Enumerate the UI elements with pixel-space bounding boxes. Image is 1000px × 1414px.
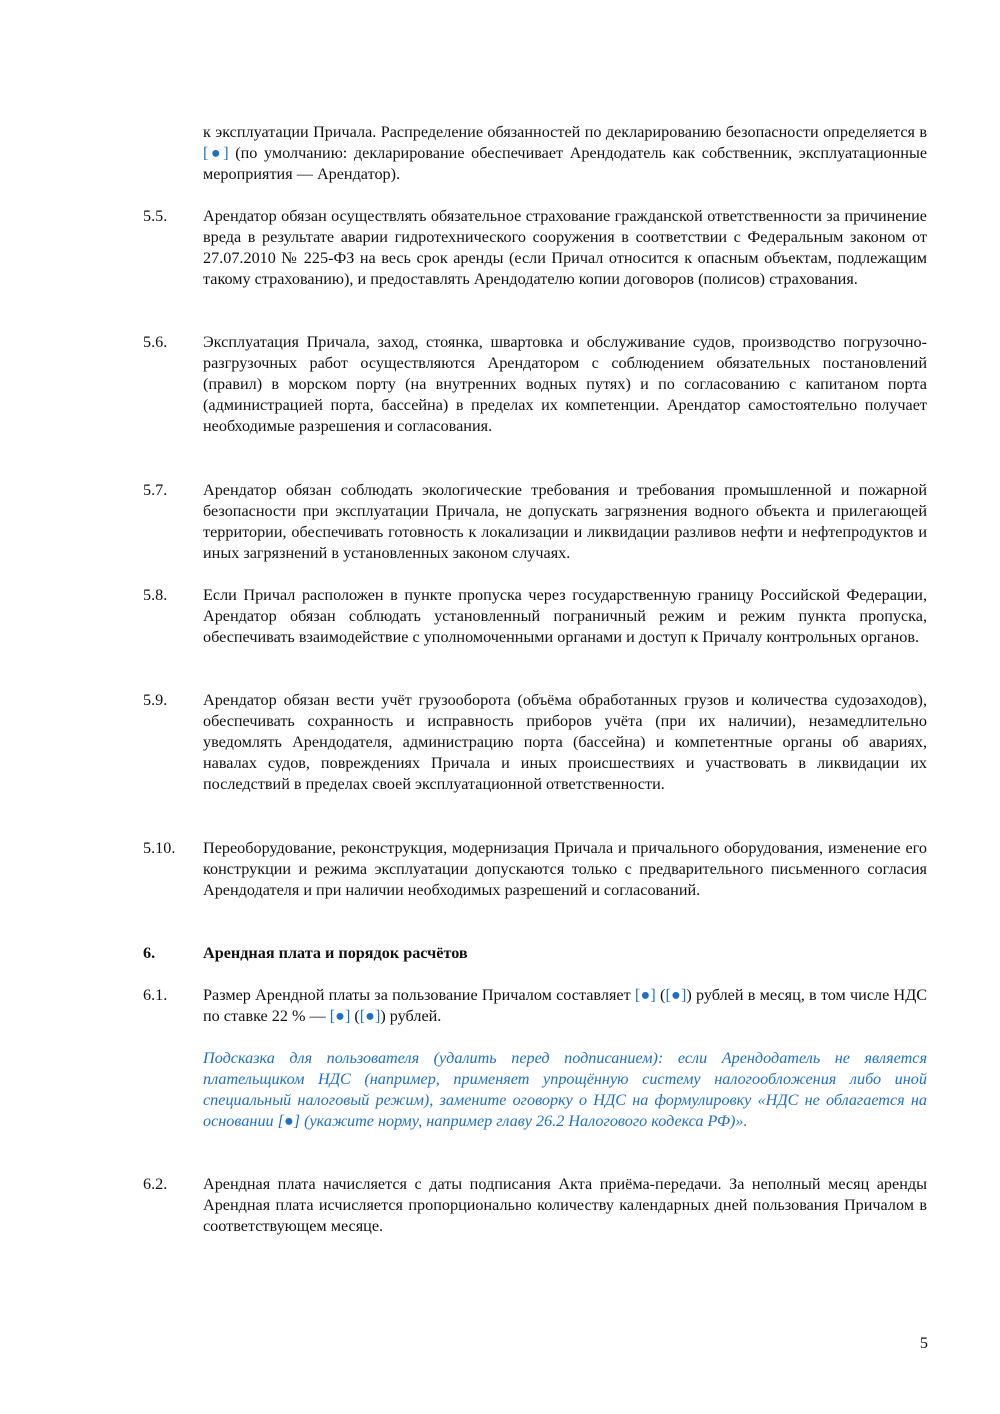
clause-number: 6.2. [143,1175,168,1193]
clause-text-part: ( [350,1007,360,1025]
clause-number: 6.1. [143,986,168,1004]
clause-text: Если Причал расположен в пункте пропуска через государственную границу Российской Федерации, Арендатор обязан соблюдать установленный пограничный режим и режим пункта пропуска, обеспечивать взаимодействие с уполномоченными органами и доступ к Причалу контрольных органов. [203,586,927,646]
continuation-paragraph [203,122,927,185]
clause-number: 5.9. [143,691,168,709]
clause-number: 5.10. [143,839,176,857]
clause-text-part: ) рублей. [380,1007,442,1025]
placeholder-marker[interactable]: [●] [359,1007,381,1025]
placeholder-marker[interactable]: [●] [203,144,229,162]
clause-text: Эксплуатация Причала, заход, стоянка, швартовка и обслуживание судов, производство погрузочно-разгрузочных работ осуществляются Арендатором с соблюдением обязательных постановлений (правил) в морском порту (на внутренних водных путях) и по согласованию с капитаном порта (администрацией порта, бассейна) в пределах их компетенции. Арендатор самостоятельно получает необходимые разрешения и согласования. [203,333,927,435]
clause-text: Арендатор обязан соблюдать экологические требования и требования промышленной и пожарной безопасности при эксплуатации Причала, не допускать загрязнения водного объекта и прилегающей территории, обеспечивать готовность к локализации и ликвидации разливов нефти и нефтепродуктов и иных загрязнений в установленных законом случаях. [203,481,927,562]
placeholder-marker[interactable]: [●] [329,1007,351,1025]
clause-text-part: ( [655,986,666,1004]
continuation-text-after: (по умолчанию: декларирование обеспечивает Арендодатель как собственник, эксплуатационные мероприятия — Арендатор). [203,144,928,183]
clause-number: 5.5. [143,207,168,225]
section-number: 6. [143,944,156,962]
clause-number: 5.8. [143,586,168,604]
section-title: Арендная плата и порядок расчётов [203,944,468,962]
clause-text-part: Размер Арендной платы за пользование Причалом составляет [203,986,635,1004]
continuation-text-before: к эксплуатации Причала. Распределение обязанностей по декларированию безопасности определяется в [203,123,927,141]
clause-text-part: ) рублей в месяц, в том числе НДС по ставке 22 % — [203,986,928,1025]
user-hint: Подсказка для пользователя (удалить перед подписанием): если Арендодатель не является плательщиком НДС (например, применяет упрощённую систему налогообложения либо иной специальный налоговый режим), замените оговорку о НДС на формулировку «НДС не облагается на основании [●] (укажите норму, например главу 26.2 Налогового кодекса РФ)». [203,1049,927,1130]
clause-text: Арендатор обязан вести учёт грузооборота (объёма обработанных грузов и количества судозаходов), обеспечивать сохранность и исправность приборов учёта (при их наличии), незамедлительно уведомлять Арендодателя, администрацию порта (бассейна) и компетентные органы об авариях, навалах судов, повреждениях Причала и иных происшествиях и участвовать в ликвидации их последствий в пределах своей эксплуатационной ответственности. [203,691,927,793]
clause-text: Арендатор обязан осуществлять обязательное страхование гражданской ответственности за причинение вреда в результате аварии гидротехнического сооружения в соответствии с Федеральным законом от 27.07.2010 № 225-ФЗ на весь срок аренды (если Причал относится к опасным объектам, подлежащим такому страхованию), и предоставлять Арендодателю копии договоров (полисов) страхования. [203,207,927,288]
clause-text: Переоборудование, реконструкция, модернизация Причала и причального оборудования, изменение его конструкции и режима эксплуатации допускаются только с предварительного письменного согласия Арендодателя и при наличии необходимых разрешений и согласований. [203,839,927,899]
placeholder-marker[interactable]: [●] [665,986,687,1004]
clause-number: 5.6. [143,333,168,351]
clause-number: 5.7. [143,481,168,499]
placeholder-marker[interactable]: [●] [634,986,656,1004]
clause-text [203,985,927,1027]
page-number: 5 [919,1334,928,1352]
clause-text: Арендная плата начисляется с даты подписания Акта приёма-передачи. За неполный месяц аренды Арендная плата исчисляется пропорционально количеству календарных дней пользования Причалом в соответствующем месяце. [203,1175,927,1235]
